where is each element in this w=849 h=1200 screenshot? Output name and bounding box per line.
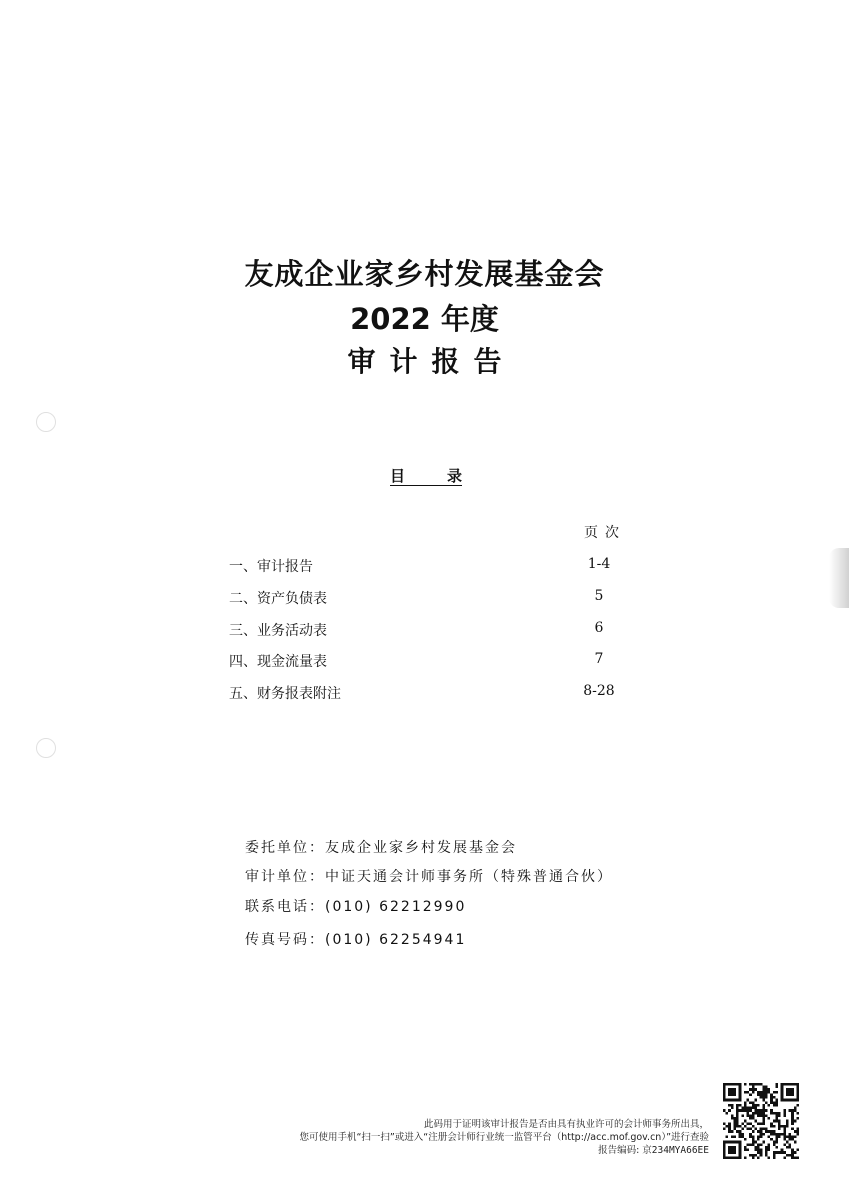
toc-item-pages: 1-4 (587, 556, 611, 572)
fax-line: 传真号码：(010) 62254941 (245, 932, 467, 948)
toc-item[interactable] (229, 620, 629, 640)
toc-item-label: 五、财务报表附注 (229, 686, 341, 702)
toc-item-label: 三、业务活动表 (229, 623, 327, 639)
page-edge-shadow (829, 548, 849, 608)
qr-code-icon[interactable] (723, 1083, 799, 1159)
verification-line-1: 此码用于证明该审计报告是否由具有执业许可的会计师事务所出具， (423, 1119, 709, 1130)
toc-item[interactable] (229, 556, 629, 576)
qr-code-graphic (723, 1083, 799, 1159)
toc-item-pages: 6 (594, 620, 604, 636)
toc-item[interactable] (229, 683, 629, 703)
auditor-line: 审计单位：中证天通会计师事务所（特殊普通合伙） (245, 869, 613, 885)
punch-hole-mark (36, 738, 56, 758)
page-column-label: 页次 (584, 525, 626, 541)
toc-item[interactable] (229, 588, 629, 608)
toc-item-label: 二、资产负债表 (229, 591, 327, 607)
toc-item[interactable] (229, 651, 629, 671)
report-code-line (169, 1144, 709, 1157)
report-type: 审计报告 (347, 345, 516, 378)
toc-item-label: 一、审计报告 (229, 559, 313, 575)
punch-hole-mark (36, 412, 56, 432)
report-code-value: 京234MYA66EE (642, 1145, 709, 1156)
toc-item-label: 四、现金流量表 (229, 654, 327, 670)
toc-item-pages: 7 (594, 651, 604, 667)
client-line: 委托单位：友成企业家乡村发展基金会 (245, 840, 517, 856)
toc-heading (390, 465, 462, 486)
report-code-label: 报告编码: (598, 1145, 640, 1156)
verification-note (169, 1118, 709, 1157)
toc-item-pages: 5 (594, 588, 604, 604)
phone-line: 联系电话：(010) 62212990 (245, 899, 467, 915)
report-year: 2022 年度 (350, 302, 499, 336)
toc-heading-left: 目 (390, 467, 406, 485)
verification-line-2: 您可使用手机“扫一扫”或进入“注册会计师行业统一监管平台（http://acc.mof.gov.cn）”进行查验 (299, 1132, 709, 1143)
organization-title: 友成企业家乡村发展基金会 (244, 257, 605, 291)
toc-heading-right: 录 (446, 467, 462, 485)
toc-item-pages: 8-28 (583, 683, 615, 699)
